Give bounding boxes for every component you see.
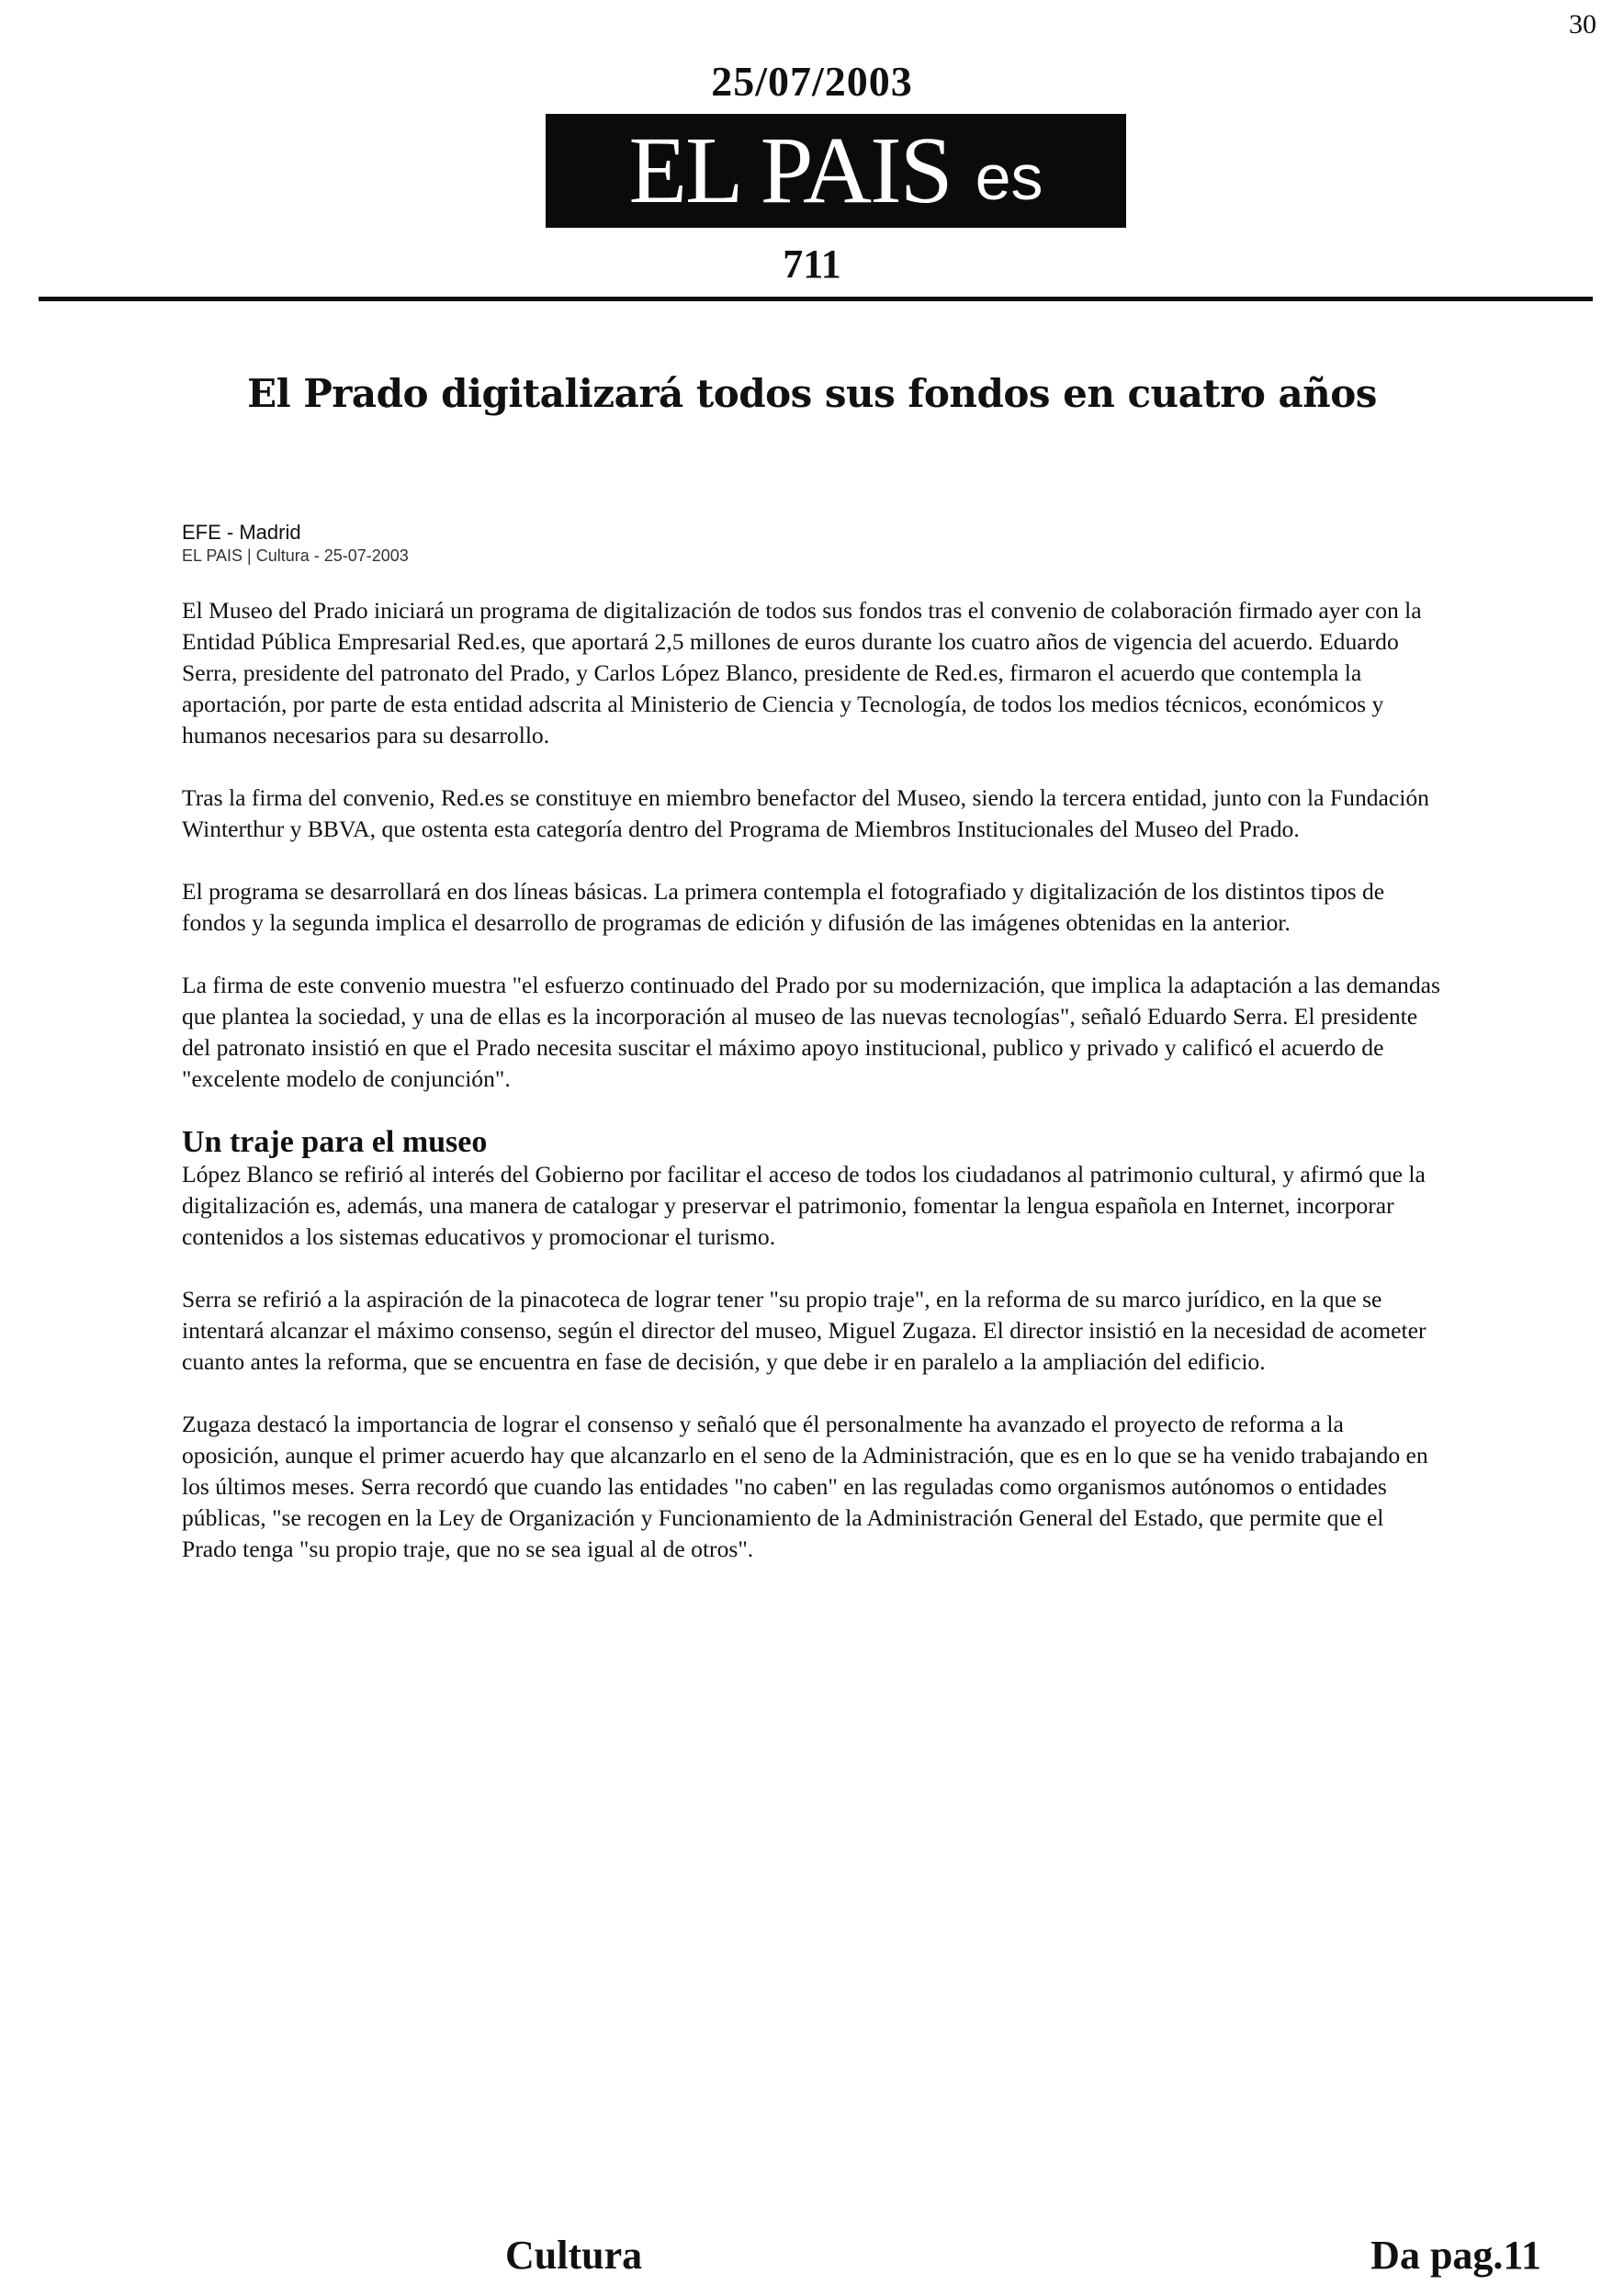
article-paragraph: El programa se desarrollará en dos líneas básicas. La primera contempla el fotografiado y digitalización de los distintos tipos de fondos y la segunda implica el desarrollo de programas de edición y difusión de las imágenes obtenidas en la anterior. bbox=[182, 878, 1385, 936]
article-paragraph: La firma de este convenio muestra "el esfuerzo continuado del Prado por su modernización, que implica la adaptación a las demandas que plantea la sociedad, y una de ellas es la incorporación al museo de las nuevas tecnologías", señaló Eduardo Serra. El presidente del patronato insistió en que el Prado necesita suscitar el máximo apoyo institucional, publico y privado y calificó el acuerdo de "excelente modelo de conjunción". bbox=[182, 972, 1440, 1092]
header-divider bbox=[39, 297, 1593, 301]
masthead-title: EL PAIS bbox=[628, 118, 952, 223]
clip-number: 711 bbox=[783, 242, 841, 287]
article-paragraph: El Museo del Prado iniciará un programa de digitalización de todos sus fondos tras el convenio de colaboración firmado ayer con la Entidad Pública Empresarial Red.es, que aportará 2,5 millones de euros durante los cuatro años de vigencia del acuerdo. Eduardo Serra, presidente del patronato del Prado, y Carlos López Blanco, presidente de Red.es, firmaron el acuerdo que contempla la aportación, por parte de esta entidad adscrita al Ministerio de Ciencia y Tecnología, de todos los medios técnicos, económicos y humanos necesarios para su desarrollo. bbox=[182, 597, 1422, 748]
clip-header bbox=[0, 57, 1624, 106]
article-subhead: Un traje para el museo bbox=[182, 1125, 488, 1159]
clip-date: 25/07/2003 bbox=[711, 58, 913, 105]
article-paragraph: Tras la firma del convenio, Red.es se constituye en miembro benefactor del Museo, siendo la tercera entidad, junto con la Fundación Winterthur y BBVA, que ostenta esta categoría dentro del Programa de Miembros Institucionales del Museo del Prado. bbox=[182, 784, 1429, 842]
byline bbox=[182, 521, 409, 566]
article-paragraph: Zugaza destacó la importancia de lograr el consenso y señaló que él personalmente ha avanzado el proyecto de reforma a la oposición, aunque el primer acuerdo hay que alcanzarlo en el seno de la Administración, que es en lo que se ha venido trabajando en los últimos meses. Serra recordó que cuando las entidades "no caben" en las reguladas como organismos autónomos o entidades públicas, "se recogen en la Ley de Organización y Funcionamiento de la Administración General del Estado, que permite que el Prado tenga "su propio traje, que no se sea igual al de otros". bbox=[182, 1411, 1428, 1562]
byline-source: EL PAIS | Cultura - 25-07-2003 bbox=[182, 546, 409, 565]
article-headline: El Prado digitalizará todos sus fondos en cuatro años bbox=[247, 371, 1377, 416]
newspaper-masthead bbox=[546, 114, 1126, 228]
article-paragraph: Serra se refirió a la aspiración de la pinacoteca de lograr tener "su propio traje", en la reforma de su marco jurídico, en la que se intentará alcanzar el máximo consenso, según el director del museo, Miguel Zugaza. El director insistió en la necesidad de acometer cuanto antes la reforma, que se encuentra en fase de decisión, y que debe ir en paralelo a la ampliación del edificio. bbox=[182, 1286, 1427, 1375]
footer-continuation: Da pag.11 bbox=[1370, 2233, 1541, 2278]
masthead-suffix: es bbox=[975, 141, 1043, 213]
article-body bbox=[182, 595, 1440, 1596]
footer-section: Cultura bbox=[505, 2233, 643, 2278]
byline-agency: EFE - Madrid bbox=[182, 521, 301, 544]
page-number: 30 bbox=[1569, 9, 1596, 39]
article-paragraph: López Blanco se refirió al interés del Gobierno por facilitar el acceso de todos los ciudadanos al patrimonio cultural, y afirmó que la digitalización es, además, una manera de catalogar y preservar el patrimonio, fomentar la lengua española en Internet, incorporar contenidos a los sistemas educativos y promocionar el turismo. bbox=[182, 1161, 1426, 1250]
